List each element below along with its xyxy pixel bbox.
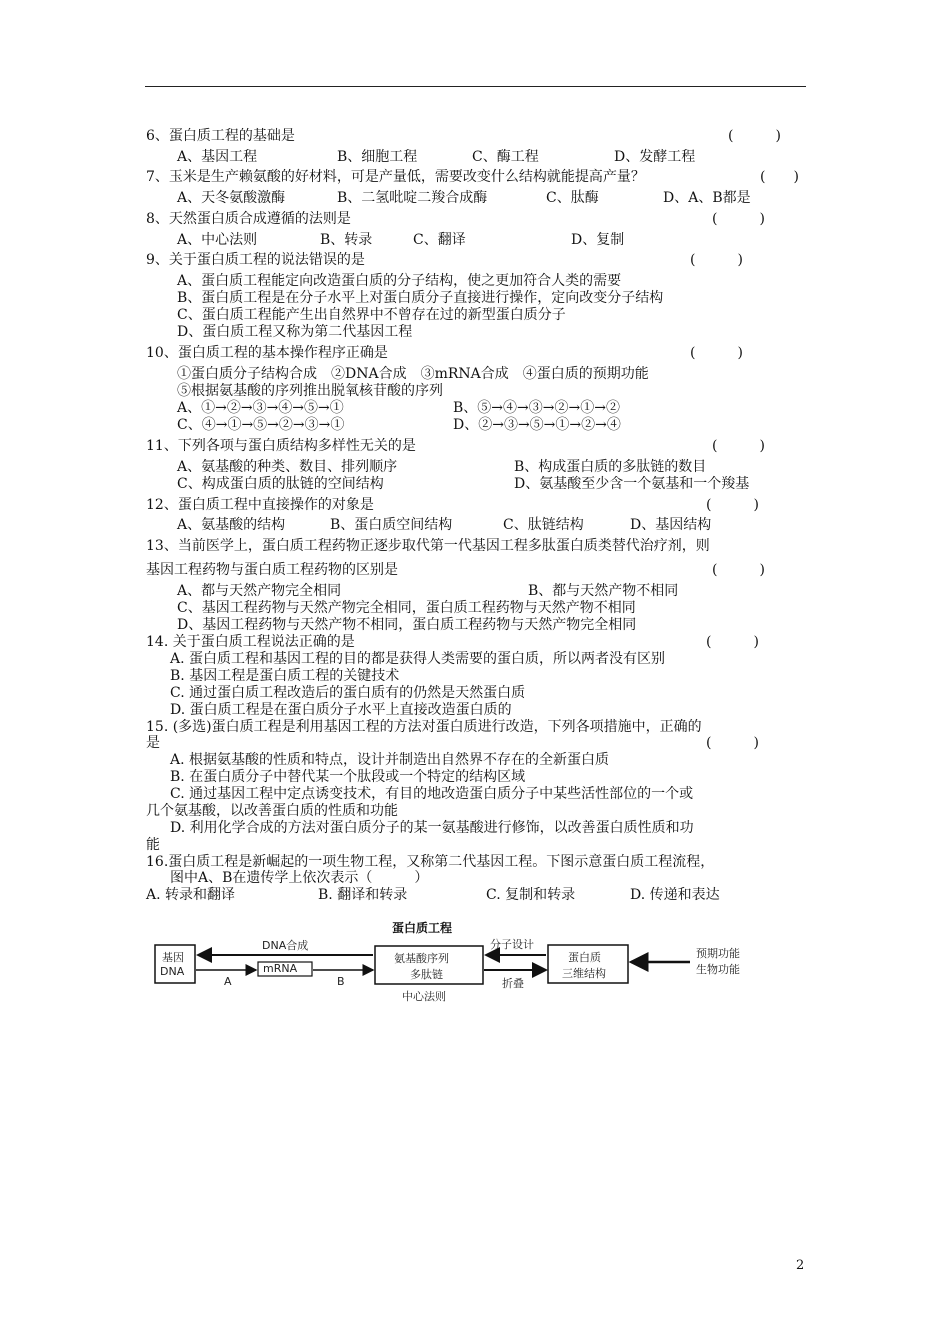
- box-3d-structure-label: 三维结构: [562, 967, 606, 980]
- question-13-option-c: C、基因工程药物与天然产物完全相同，蛋白质工程药物与天然产物不相同: [177, 600, 636, 616]
- question-15-stem-cont: 是: [146, 735, 160, 751]
- label-a: A: [224, 975, 232, 988]
- question-15-paren: ( ): [706, 735, 759, 751]
- question-15-stem: 15. (多选)蛋白质工程是利用基因工程的方法对蛋白质进行改造，下列各项措施中，正确的: [146, 719, 702, 735]
- question-11-stem: 11、下列各项与蛋白质结构多样性无关的是: [146, 438, 416, 454]
- page-number: 2: [796, 1258, 805, 1273]
- question-13-option-b: B、都与天然产物不相同: [528, 583, 679, 599]
- box-polypeptide-label: 多肽链: [410, 968, 443, 981]
- question-8-option-d: D、复制: [571, 232, 625, 248]
- label-molecular-design: 分子设计: [490, 938, 534, 951]
- question-10-option-a: A、①→②→③→④→⑤→①: [177, 400, 344, 416]
- question-16-option-d: D. 传递和表达: [630, 887, 720, 903]
- question-15-option-c: C. 通过基因工程中定点诱变技术，有目的地改造蛋白质分子中某些活性部位的一个或: [170, 786, 694, 802]
- question-15-option-a: A. 根据氨基酸的性质和特点，设计并制造出自然界不存在的全新蛋白质: [170, 752, 610, 768]
- question-14-stem: 14. 关于蛋白质工程说法正确的是: [146, 634, 355, 650]
- question-12-option-d: D、基因结构: [630, 517, 712, 533]
- question-9-option-d: D、蛋白质工程又称为第二代基因工程: [177, 324, 413, 340]
- question-16-option-a: A. 转录和翻译: [146, 887, 236, 903]
- question-6-stem: 6、蛋白质工程的基础是: [146, 128, 295, 144]
- question-12-option-b: B、蛋白质空间结构: [330, 517, 453, 533]
- box-dna-label: DNA: [160, 965, 185, 978]
- question-10-stem: 10、蛋白质工程的基本操作程序正确是: [146, 345, 388, 361]
- question-8-paren: ( ): [712, 211, 765, 227]
- box-amino-acid-label: 氨基酸序列: [394, 952, 449, 965]
- question-8-stem: 8、天然蛋白质合成遵循的法则是: [146, 211, 351, 227]
- question-8-option-a: A、中心法则: [177, 232, 258, 248]
- question-7-option-c: C、肽酶: [546, 190, 599, 206]
- label-central-dogma: 中心法则: [402, 990, 446, 1003]
- question-7-stem: 7、玉米是生产赖氨酸的好材料，可是产量低，需要改变什么结构就能提高产量？: [146, 169, 645, 185]
- question-16-stem-cont: 图中A、B在遗传学上依次表示（ ）: [170, 870, 429, 886]
- label-dna-synthesis: DNA合成: [262, 939, 309, 952]
- question-14-paren: ( ): [706, 634, 759, 650]
- question-10-option-b: B、⑤→④→③→②→①→②: [453, 400, 620, 416]
- question-12-paren: ( ): [706, 497, 759, 513]
- header-rule: [145, 86, 806, 87]
- box-gene-label: 基因: [162, 951, 184, 964]
- question-8-option-c: C、翻译: [413, 232, 466, 248]
- question-10-option-c: C、④→①→⑤→②→③→①: [177, 417, 345, 433]
- question-12-stem: 12、蛋白质工程中直接操作的对象是: [146, 497, 374, 513]
- question-14-option-d: D. 蛋白质工程是在蛋白质分子水平上直接改造蛋白质的: [170, 702, 512, 718]
- question-6-paren: ( ): [728, 128, 781, 144]
- question-11-option-c: C、构成蛋白质的肽链的空间结构: [177, 476, 384, 492]
- question-9-option-c: C、蛋白质工程能产生出自然界中不曾存在过的新型蛋白质分子: [177, 307, 566, 323]
- question-11-option-a: A、氨基酸的种类、数目、排列顺序: [177, 459, 398, 475]
- question-13-stem-cont: 基因工程药物与蛋白质工程药物的区别是: [146, 562, 398, 578]
- question-9-option-b: B、蛋白质工程是在分子水平上对蛋白质分子直接进行操作，定向改变分子结构: [177, 290, 664, 306]
- question-7-paren: ( ): [760, 169, 799, 185]
- question-12-option-c: C、肽链结构: [503, 517, 584, 533]
- question-13-paren: ( ): [712, 562, 765, 578]
- diagram-title: 蛋白质工程: [392, 921, 453, 935]
- question-7-option-d: D、A、B都是: [663, 190, 751, 206]
- question-9-paren: ( ): [690, 252, 743, 268]
- question-16-stem: 16.蛋白质工程是新崛起的一项生物工程，又称第二代基因工程。下图示意蛋白质工程流程，: [146, 854, 715, 870]
- question-13-option-d: D、基因工程药物与天然产物不相同，蛋白质工程药物与天然产物完全相同: [177, 617, 637, 633]
- question-10-paren: ( ): [690, 345, 743, 361]
- question-8-option-b: B、转录: [320, 232, 373, 248]
- question-14-option-b: B. 基因工程是蛋白质工程的关键技术: [170, 668, 400, 684]
- question-6-option-c: C、酶工程: [472, 149, 539, 165]
- question-14-option-a: A. 蛋白质工程和基因工程的目的都是获得人类需要的蛋白质，所以两者没有区别: [170, 651, 666, 667]
- question-10-items-line1: ①蛋白质分子结构合成 ②DNA合成 ③mRNA合成 ④蛋白质的预期功能: [177, 366, 649, 382]
- question-6-option-a: A、基因工程: [177, 149, 258, 165]
- question-15-option-d: D. 利用化学合成的方法对蛋白质分子的某一氨基酸进行修饰，以改善蛋白质性质和功: [170, 820, 694, 836]
- question-15-option-c-cont: 几个氨基酸，以改善蛋白质的性质和功能: [146, 803, 398, 819]
- question-7-option-b: B、二氢吡啶二羧合成酶: [337, 190, 488, 206]
- question-16-option-b: B. 翻译和转录: [318, 887, 408, 903]
- question-16-option-c: C. 复制和转录: [486, 887, 576, 903]
- question-13-stem: 13、当前医学上，蛋白质工程药物正逐步取代第一代基因工程多肽蛋白质类替代治疗剂，则: [146, 538, 710, 554]
- question-15-option-b: B. 在蛋白质分子中替代某一个肽段或一个特定的结构区域: [170, 769, 526, 785]
- question-6-option-b: B、细胞工程: [337, 149, 418, 165]
- question-10-option-d: D、②→③→⑤→①→②→④: [453, 417, 621, 433]
- question-9-stem: 9、关于蛋白质工程的说法错误的是: [146, 252, 365, 268]
- question-12-option-a: A、氨基酸的结构: [177, 517, 286, 533]
- question-11-paren: ( ): [712, 438, 765, 454]
- question-13-option-a: A、都与天然产物完全相同: [177, 583, 342, 599]
- question-10-items-line2: ⑤根据氨基酸的序列推出脱氧核苷酸的序列: [177, 383, 443, 399]
- box-protein-label: 蛋白质: [568, 951, 601, 964]
- label-folding: 折叠: [502, 977, 524, 990]
- question-9-option-a: A、蛋白质工程能定向改造蛋白质的分子结构，使之更加符合人类的需要: [177, 273, 622, 289]
- question-6-option-d: D、发酵工程: [614, 149, 696, 165]
- question-11-option-d: D、氨基酸至少含一个氨基和一个羧基: [514, 476, 750, 492]
- label-biological-function: 生物功能: [696, 963, 740, 976]
- label-expected-function: 预期功能: [696, 947, 740, 960]
- question-15-option-d-cont: 能: [146, 837, 160, 853]
- box-mrna-label: mRNA: [263, 962, 298, 975]
- question-11-option-b: B、构成蛋白质的多肽链的数目: [514, 459, 707, 475]
- question-7-option-a: A、天冬氨酸激酶: [177, 190, 286, 206]
- question-14-option-c: C. 通过蛋白质工程改造后的蛋白质有的仍然是天然蛋白质: [170, 685, 526, 701]
- label-b: B: [337, 975, 345, 988]
